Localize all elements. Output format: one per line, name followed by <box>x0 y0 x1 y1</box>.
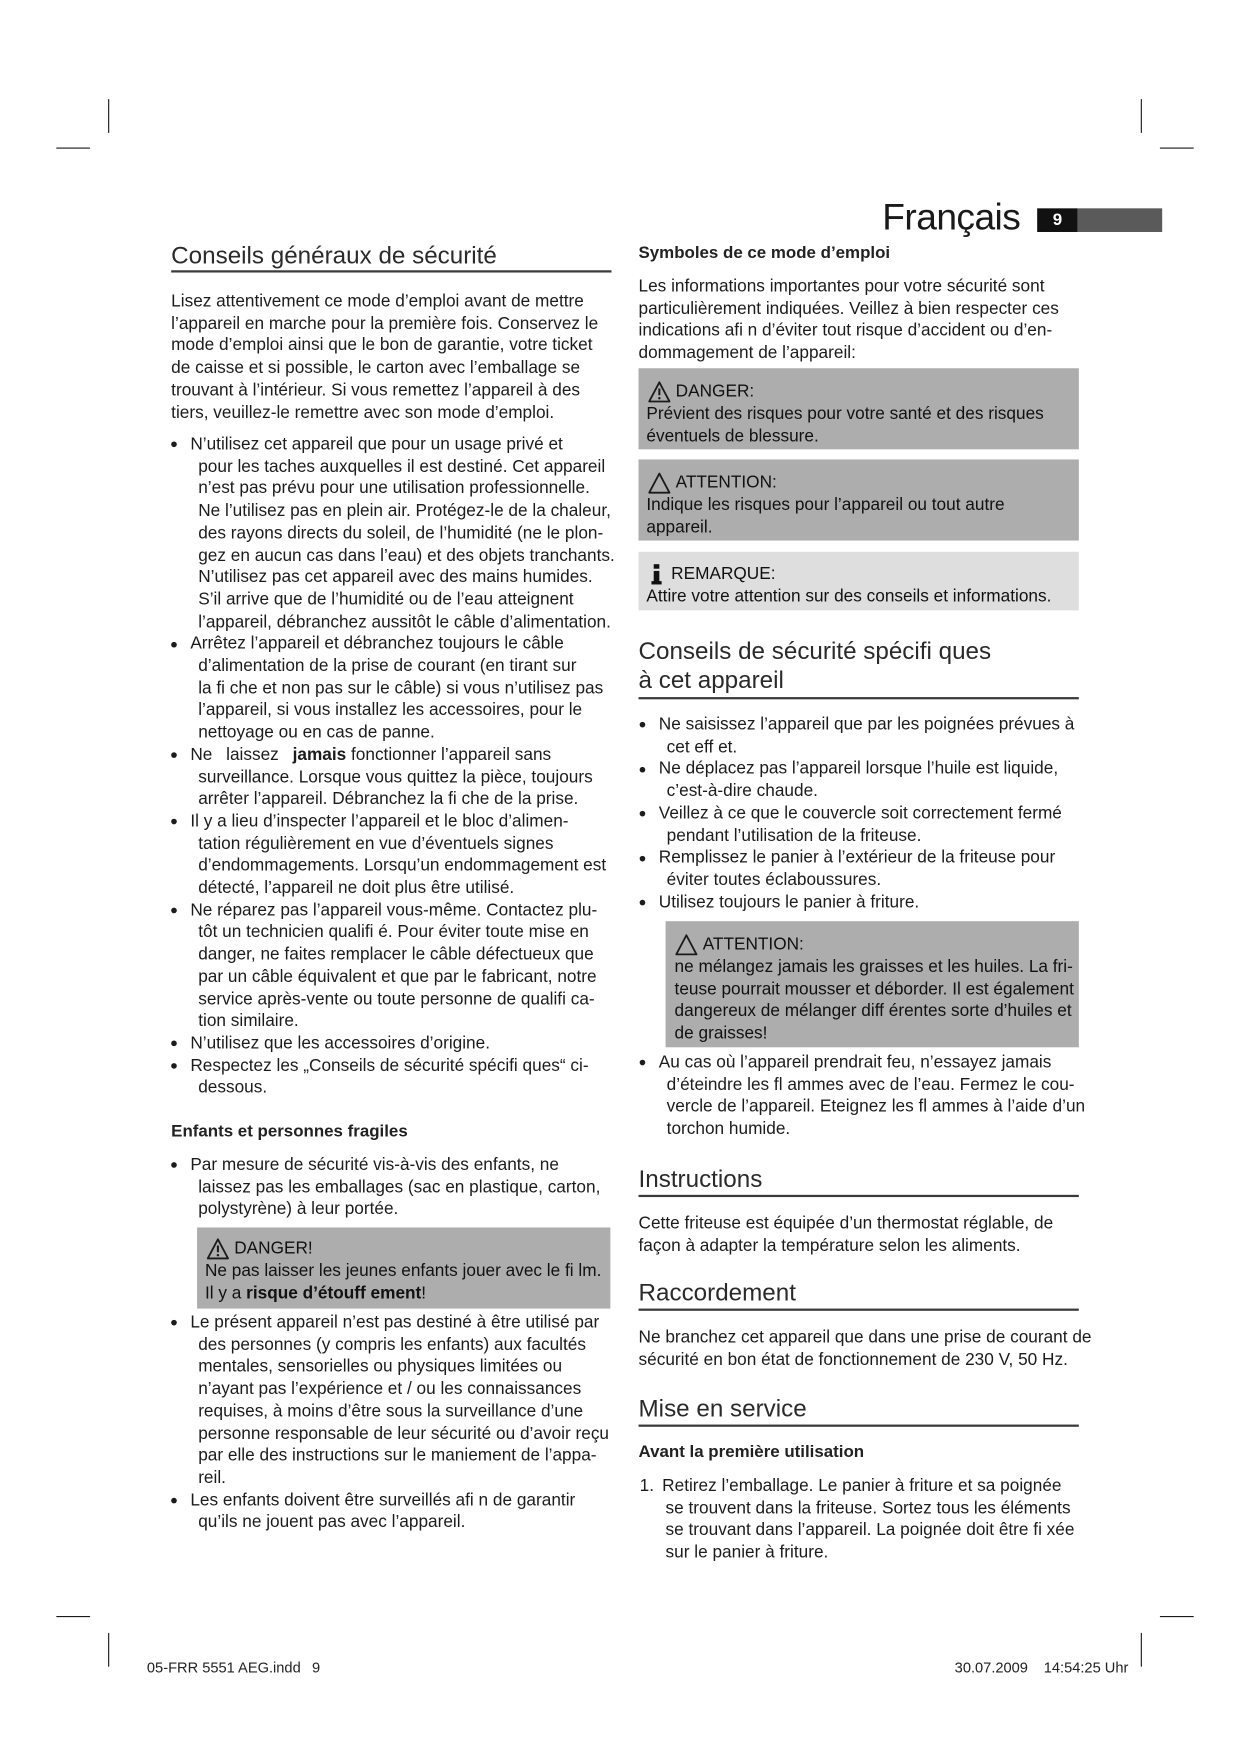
footer-page: 9 <box>311 1658 321 1676</box>
page-tab-bar <box>1078 208 1162 232</box>
footer-time: 14:54:25 Uhr <box>1043 1658 1129 1676</box>
list-item-text: fonctionner l’appareil sans surveillance. Lorsque vous quittez la pièce, toujours arrêter l’appareil. Débranchez la fi che de la prise. <box>198 745 593 809</box>
list-item: Au cas où l’appareil prendrait feu, n’essayez jamais d’éteindre les fl ammes avec de l’eau. Fermez le cou- vercle de l’appareil. Eteignez les fl ammes à l’aide d’un torchon humide. <box>658 1052 1086 1139</box>
list-item: Ne réparez pas l’appareil vous-même. Contactez plu- tôt un technicien qualifi é. Pour éviter toute mise en danger, ne faites remplacer le câble défectueux que par un câble équivalent et que par le fabricant, notre service après-vente ou toute personne de qualifi ca- tion similaire. <box>190 900 614 1033</box>
footer-file-info <box>131 1641 320 1695</box>
crop-mark <box>56 1616 90 1617</box>
info-icon <box>650 563 664 586</box>
list-item: Les enfants doivent être surveillés afi n de garantir qu’ils ne jouent pas avec l’appareil. <box>190 1489 609 1533</box>
danger-box-text: ! <box>421 1283 427 1303</box>
list-item: Il y a lieu d’inspecter l’appareil et le bloc d’alimen- tation régulièrement en vue d’éventuels signes d’endommagements. Lorsqu’un endommagement est détecté, l’appareil ne doit plus être utilisé. <box>190 811 614 900</box>
list-item: Par mesure de sécurité vis-à-vis des enfants, ne laissez pas les emballages (sac en plastique, carton, polystyrène) à leur portée. <box>190 1155 601 1219</box>
subsection-title-first-use: Avant la première utilisation <box>638 1442 865 1462</box>
attention-box-text: ne mélangez jamais les graisses et les huiles. La fri- teuse pourrait mousser et déborder. Il est également dangereux de mélanger diff érentes sorte d’huiles et de graisses! <box>674 957 1074 1043</box>
specific-safety-list <box>659 714 1075 914</box>
attention-box-oils <box>666 921 1079 1047</box>
attention-box-title: ATTENTION: <box>702 934 804 954</box>
crop-mark <box>1160 148 1194 149</box>
caution-icon <box>675 933 699 956</box>
list-item: N’utilisez que les accessoires d’origine. <box>190 1033 614 1055</box>
numbered-step <box>640 1475 1079 1564</box>
section-title-startup: Mise en service <box>638 1395 807 1423</box>
warning-icon <box>206 1237 230 1260</box>
crop-mark <box>108 1633 109 1667</box>
attention-box-title: ATTENTION: <box>675 472 777 493</box>
fire-safety-list <box>659 1052 1085 1141</box>
list-item: Ne déplacez pas l’appareil lorsque l’huile est liquide, c’est-à-dire chaude. <box>659 758 1075 802</box>
list-item: Veillez à ce que le couvercle soit correctement fermé pendant l’utilisation de la friteuse. <box>659 803 1075 847</box>
attention-box-heading <box>673 932 1071 956</box>
caution-icon <box>648 471 672 494</box>
attention-box-text: Indique les risques pour l’appareil ou tout autre appareil. <box>646 495 1005 537</box>
section-rule <box>639 1425 1079 1427</box>
instructions-text: Cette friteuse est équipée d’un thermostat réglable, de façon à adapter la température selon les aliments. <box>638 1213 1054 1256</box>
footer-date: 30.07.2009 <box>954 1658 1028 1676</box>
danger-box-line: Ne pas laisser les jeunes enfants jouer avec le fi lm. <box>204 1261 602 1281</box>
crop-mark <box>1141 99 1142 133</box>
danger-box <box>639 368 1079 449</box>
symbols-intro: Les informations importantes pour votre sécurité sont particulièrement indiquées. Veillez à bien respecter ces indications afi n d’éviter tout risque d’accident ou d’en- dommagement de l’appareil: <box>638 277 1059 363</box>
footer-timestamp <box>938 1641 1128 1695</box>
section-rule <box>639 1309 1079 1311</box>
list-item: Remplissez le panier à l’extérieur de la friteuse pour éviter toutes éclaboussures. <box>659 847 1075 891</box>
list-item <box>190 744 614 811</box>
note-box-heading <box>646 562 1071 586</box>
danger-box-line <box>205 1282 603 1304</box>
section-title-connection: Raccordement <box>638 1279 796 1307</box>
children-list-b <box>190 1312 609 1534</box>
list-item-emphasis: jamais <box>292 745 347 765</box>
list-item: Arrêtez l’appareil et débranchez toujours le câble d’alimentation de la prise de courant (en tirant sur la fi che et non pas sur le câble) si vous n’utilisez pas l’appareil, si vous installez les accessoires, pour le nettoyage ou en cas de panne. <box>190 633 614 744</box>
children-list-a <box>190 1154 600 1221</box>
language-heading: Français <box>882 195 1021 238</box>
list-item: N’utilisez cet appareil que pour un usage privé et pour les taches auxquelles il est destiné. Cet appareil n’est pas prévu pour une utilisation professionnelle. Ne l’utilisez pas en plein air. Protégez-le de la chaleur, des rayons directs du soleil, de l’humidité (ne le plon- gez en aucun cas dans l’eau) et des objets tranchants. N’utilisez pas cet appareil avec des mains humides. S’il arrive que de l’humidité ou de l’eau atteignent l’appareil, débranchez aussitôt le câble d’alimentation. <box>190 434 615 632</box>
list-item: Ne saisissez l’appareil que par les poignées prévues à cet eff et. <box>658 715 1075 757</box>
connection-text: Ne branchez cet appareil que dans une prise de courant de sécurité en bon état de fonctionnement de 230 V, 50 Hz. <box>638 1327 1092 1370</box>
section-rule <box>639 1195 1079 1197</box>
section-rule <box>171 270 611 272</box>
list-item-text: Ne laissez <box>190 745 293 765</box>
danger-box-heading <box>205 1236 603 1260</box>
danger-box-heading <box>646 380 1071 404</box>
subsection-title-children: Enfants et personnes fragiles <box>171 1121 408 1141</box>
crop-mark <box>1160 1616 1194 1617</box>
page-number: 9 <box>1037 208 1078 232</box>
attention-box <box>639 459 1079 540</box>
note-box-title: REMARQUE: <box>671 564 776 584</box>
general-safety-intro: Lisez attentivement ce mode d’emploi avant de mettre l’appareil en marche pour la première fois. Conservez le mode d’emploi ainsi que le bon de garantie, votre ticket de caisse et si possible, le carton avec l’emballage se trouvant à l’intérieur. Si vous remettez l’appareil à des tiers, veuillez-le remettre avec son mode d’emploi. <box>171 291 599 422</box>
danger-box-title: DANGER! <box>234 1238 313 1258</box>
footer-filename: 05-FRR 5551 AEG.indd <box>146 1658 301 1676</box>
danger-box-title: DANGER: <box>675 381 755 401</box>
section-title-general-safety: Conseils généraux de sécurité <box>171 242 497 270</box>
danger-box-children <box>197 1227 610 1308</box>
warning-icon <box>648 380 672 403</box>
crop-mark <box>108 99 109 133</box>
attention-box-heading <box>646 471 1071 495</box>
danger-box-emphasis: risque d’étouff ement <box>246 1283 422 1303</box>
crop-mark <box>1141 1633 1142 1667</box>
subsection-title-symbols: Symboles de ce mode d’emploi <box>638 243 891 263</box>
danger-box-text: Il y a <box>204 1283 247 1303</box>
section-rule <box>639 697 1079 699</box>
note-box-text: Attire votre attention sur des conseils et informations. <box>646 586 1052 606</box>
section-title-instructions: Instructions <box>638 1165 763 1193</box>
section-title-specific-safety: Conseils de sécurité spécifi ques à cet appareil <box>638 637 992 694</box>
note-box <box>639 552 1079 611</box>
crop-mark <box>56 148 90 149</box>
list-item: Le présent appareil n’est pas destiné à être utilisé par des personnes (y compris les enfants) aux facultés mentales, sensorielles ou physiques limitées ou n’ayant pas l’expérience et / ou les connaissances requises, à moins d’être sous la surveillance d’une personne responsable de leur sécurité ou d’avoir reçu par elle des instructions sur le maniement de l’appa- reil. <box>190 1313 610 1488</box>
list-item: Respectez les „Conseils de sécurité spécifi ques“ ci- dessous. <box>190 1055 614 1099</box>
list-item: Utilisez toujours le panier à friture. <box>659 891 1075 913</box>
step-text: Retirez l’emballage. Le panier à friture et sa poignée se trouvent dans la friteuse. Sortez tous les éléments se trouvant dans l’appareil. La poignée doit être fi xée sur le panier à friture. <box>662 1476 1075 1563</box>
danger-box-text: Prévient des risques pour votre santé et des risques éventuels de blessure. <box>646 404 1044 446</box>
general-safety-list <box>190 434 614 1100</box>
step-number: 1. <box>639 1476 655 1496</box>
